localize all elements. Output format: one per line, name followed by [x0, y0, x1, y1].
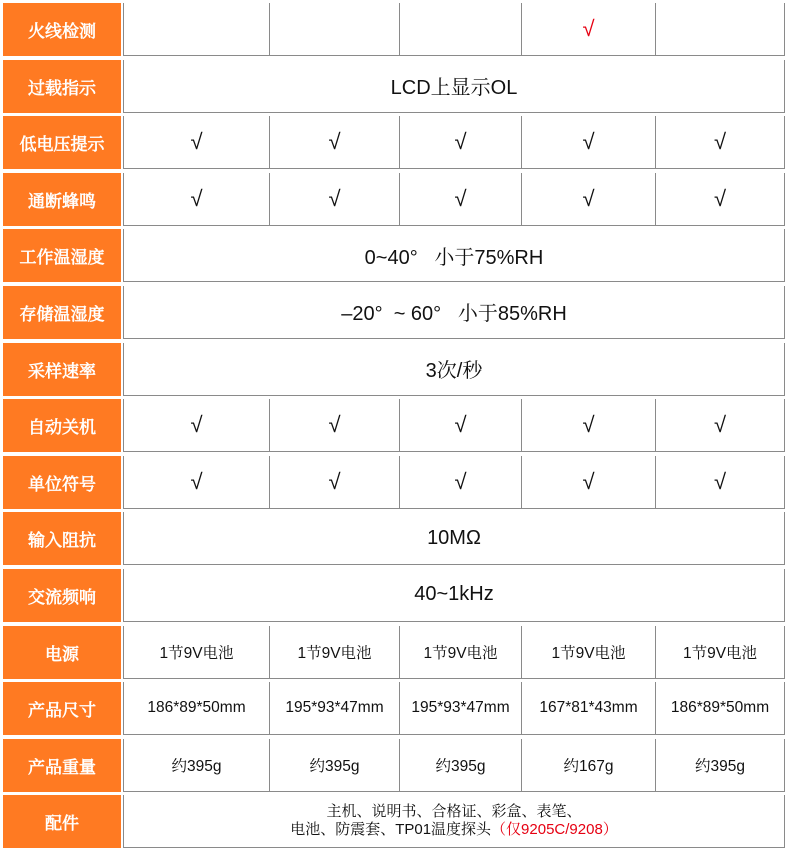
row-label: 单位符号 [3, 456, 123, 509]
value-cell: 167*81*43mm [521, 682, 655, 734]
spec-row-operating-env [3, 229, 783, 282]
row-label: 火线检测 [3, 3, 123, 56]
accessories-line-2 [290, 821, 618, 839]
check-mark: √ [269, 456, 399, 508]
check-mark: √ [655, 173, 785, 225]
check-mark: √ [123, 116, 269, 168]
value-cell: 186*89*50mm [655, 682, 785, 734]
value-cell: 1节9V电池 [123, 626, 269, 678]
spec-row-power [3, 626, 783, 679]
row-label: 过载指示 [3, 60, 123, 113]
check-mark: √ [269, 116, 399, 168]
check-mark: √ [123, 173, 269, 225]
spec-row-storage-env [3, 286, 783, 339]
check-mark: √ [399, 456, 521, 508]
accessories-list: 电池、防震套、TP01温度探头 [290, 821, 492, 839]
check-mark: √ [655, 116, 785, 168]
value-cell: 1节9V电池 [399, 626, 521, 678]
value-cell-merged: 0~40° 小于75%RH [123, 229, 785, 281]
row-label: 低电压提示 [3, 116, 123, 169]
row-label: 配件 [3, 795, 123, 848]
spec-row-input-impedance [3, 512, 783, 565]
value-cell-merged: –20° ~ 60° 小于85%RH [123, 286, 785, 338]
row-label: 产品重量 [3, 739, 123, 792]
row-label: 电源 [3, 626, 123, 679]
check-mark: √ [521, 456, 655, 508]
value-cell: 约395g [655, 739, 785, 791]
value-cell: 186*89*50mm [123, 682, 269, 734]
row-label: 采样速率 [3, 343, 123, 396]
row-label: 工作温湿度 [3, 229, 123, 282]
row-label: 交流频响 [3, 569, 123, 622]
value-cell: 1节9V电池 [521, 626, 655, 678]
value-cell-merged: 3次/秒 [123, 343, 785, 395]
accessories-line-1: 主机、说明书、合格证、彩盒、表笔、 [326, 803, 582, 821]
value-cell: 约167g [521, 739, 655, 791]
check-mark: √ [269, 173, 399, 225]
spec-row-live-wire [3, 3, 783, 56]
check-mark: √ [399, 399, 521, 451]
spec-row-accessories [3, 795, 783, 848]
spec-table [3, 3, 783, 848]
value-cell [655, 3, 785, 55]
model-note: （仅9205C/9208） [491, 821, 618, 839]
check-mark: √ [399, 116, 521, 168]
check-mark: √ [521, 173, 655, 225]
check-mark: √ [655, 456, 785, 508]
value-cell-merged: 40~1kHz [123, 569, 785, 621]
row-label: 产品尺寸 [3, 682, 123, 735]
spec-row-low-voltage [3, 116, 783, 169]
spec-row-sampling-rate [3, 343, 783, 396]
value-cell: 1节9V电池 [269, 626, 399, 678]
spec-row-ac-frequency [3, 569, 783, 622]
spec-row-dimensions [3, 682, 783, 735]
check-mark: √ [269, 399, 399, 451]
value-cell [123, 3, 269, 55]
value-cell: 195*93*47mm [399, 682, 521, 734]
check-mark: √ [521, 3, 655, 55]
spec-row-continuity-buzzer [3, 173, 783, 226]
value-cell: 约395g [123, 739, 269, 791]
row-label: 自动关机 [3, 399, 123, 452]
row-label: 存储温湿度 [3, 286, 123, 339]
check-mark: √ [123, 456, 269, 508]
spec-row-overload [3, 60, 783, 113]
spec-row-auto-power-off [3, 399, 783, 452]
value-cell: 195*93*47mm [269, 682, 399, 734]
spec-row-unit-symbols [3, 456, 783, 509]
spec-row-weight [3, 739, 783, 792]
check-mark: √ [521, 399, 655, 451]
value-cell: 约395g [399, 739, 521, 791]
value-cell [269, 3, 399, 55]
value-cell: 约395g [269, 739, 399, 791]
row-label: 通断蜂鸣 [3, 173, 123, 226]
accessories-cell [123, 795, 785, 847]
check-mark: √ [123, 399, 269, 451]
row-label: 输入阻抗 [3, 512, 123, 565]
check-mark: √ [521, 116, 655, 168]
value-cell-merged: LCD上显示OL [123, 60, 785, 112]
value-cell [399, 3, 521, 55]
value-cell: 1节9V电池 [655, 626, 785, 678]
check-mark: √ [655, 399, 785, 451]
check-mark: √ [399, 173, 521, 225]
value-cell-merged: 10MΩ [123, 512, 785, 564]
